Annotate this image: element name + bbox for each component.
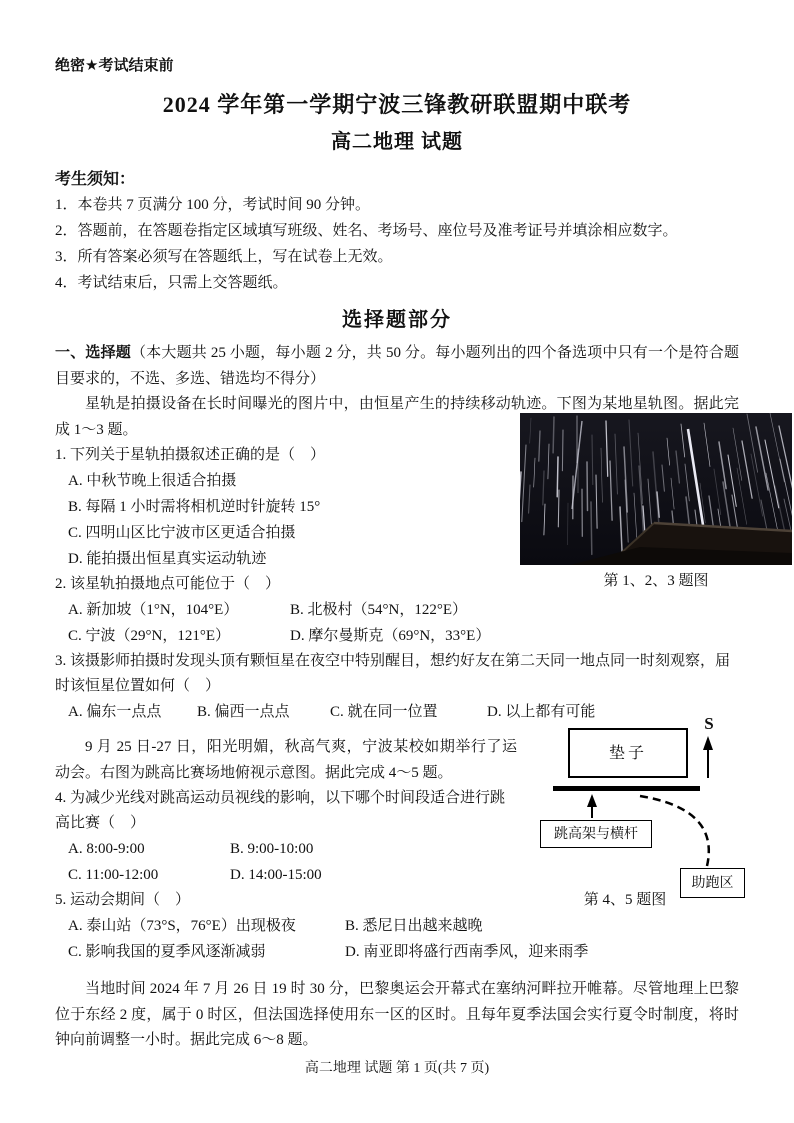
stand-pointer-head (587, 794, 597, 807)
q4-option-a: A. 8:00-9:00 (68, 841, 145, 857)
mat-box: 垫子 (568, 728, 688, 778)
runup-zone-box: 助跑区 (680, 868, 745, 898)
q5-options-row-2 (55, 939, 739, 965)
q5-option-c: C. 影响我国的夏季风逐渐减弱 (68, 944, 266, 960)
crossbar-line (553, 786, 700, 791)
figure-q1-3-caption: 第 1、2、3 题图 (603, 573, 709, 589)
q5-option-a: A. 泰山站（73°S，76°E）出现极夜 (68, 918, 296, 934)
q3-option-d: D. 以上都有可能 (487, 704, 596, 720)
q2-option-a: A. 新加坡（1°N，104°E） (68, 602, 239, 618)
notice-item-2: 2．答题前，在答题卷指定区域填写班级、姓名、考场号、座位号及准考证号并填涂相应数字。 (55, 223, 678, 239)
section-intro-label: 一、选择题 (55, 344, 131, 361)
passage-3: 当地时间 2024 年 7 月 26 日 19 时 30 分，巴黎奥运会开幕式在塞纳河畔拉开帷幕。尽管地理上巴黎位于东经 2 度，属于 0 时区，但法国选择使用东一区的区时。且每年夏季法国会实行夏令时制度，将时钟向前调整一小时。据此完成 6～8 题。 (55, 981, 739, 1048)
q2-option-c: C. 宁波（29°N，121°E） (68, 628, 230, 644)
q4-options-row-1 (55, 836, 530, 862)
q3-option-c: C. 就在同一位置 (330, 704, 438, 720)
notice-item-3: 3．所有答案必须写在答题纸上，写在试卷上无效。 (55, 249, 393, 265)
section-heading: 选择题部分 (342, 309, 452, 331)
security-label: 绝密★考试结束前 (55, 57, 174, 74)
notice-item-4: 4．考试结束后，只需上交答题纸。 (55, 275, 288, 291)
south-label: S (704, 714, 714, 733)
q1-stem: 1. 下列关于星轨拍摄叙述正确的是（ ） (55, 447, 326, 463)
q4-option-c: C. 11:00-12:00 (68, 867, 159, 883)
q2-options-row-1 (55, 597, 530, 623)
q1-option-d: D. 能拍摄出恒星真实运动轨迹 (68, 551, 267, 567)
q2-option-b: B. 北极村（54°N，122°E） (290, 602, 467, 618)
passage-2: 9 月 25 日-27 日，阳光明媚，秋高气爽，宁波某校如期举行了运动会。右图为跳高比赛场地俯视示意图。据此完成 4～5 题。 (55, 739, 517, 781)
notice-item-1: 1．本卷共 7 页满分 100 分，考试时间 90 分钟。 (55, 197, 371, 213)
q2-option-d: D. 摩尔曼斯克（69°N，33°E） (290, 628, 491, 644)
q4-stem: 4. 为减少光线对跳高运动员视线的影响，以下哪个时间段适合进行跳高比赛（ ） (55, 790, 506, 831)
star-trails-photo (520, 413, 792, 565)
stand-label-box: 跳高架与横杆 (540, 820, 652, 848)
passage-1: 星轨是拍摄设备在长时间曝光的图片中，由恒星产生的持续移动轨迹。下图为某地星轨图。据此完成 1～3 题。 (55, 396, 739, 438)
exam-title: 2024 学年第一学期宁波三锋教研联盟期中联考 (162, 92, 632, 117)
figure-q1-3 (520, 413, 792, 593)
q4-option-d: D. 14:00-15:00 (230, 867, 322, 883)
q1-option-b: B. 每隔 1 小时需将相机逆时针旋转 15° (68, 499, 321, 515)
exam-subtitle: 高二地理 试题 (331, 131, 463, 153)
page-footer: 高二地理 试题 第 1 页(共 7 页) (304, 1061, 490, 1076)
q1-option-a: A. 中秋节晚上很适合拍摄 (68, 473, 237, 489)
section-intro (55, 340, 739, 392)
q5-option-b: B. 悉尼日出越来越晚 (345, 918, 483, 934)
q3-option-a: A. 偏东一点点 (68, 704, 162, 720)
q2-stem: 2. 该星轨拍摄地点可能位于（ ） (55, 576, 281, 592)
q5-option-d: D. 南亚即将盛行西南季风，迎来雨季 (345, 944, 589, 960)
q5-options-row-1 (55, 913, 739, 939)
q2-options-row-2 (55, 623, 530, 649)
q4-option-b: B. 9:00-10:00 (230, 841, 314, 857)
q1-option-c: C. 四明山区比宁波市区更适合拍摄 (68, 525, 296, 541)
q4-options-row-2 (55, 862, 530, 888)
figure-q4-5-caption: 第 4、5 题图 (583, 892, 667, 908)
notice-heading: 考生须知： (55, 171, 136, 188)
q3-option-b: B. 偏西一点点 (197, 704, 290, 720)
direction-arrow-head (703, 736, 713, 750)
q3-stem: 3. 该摄影师拍摄时发现头顶有颗恒星在夜空中特别醒目，想约好友在第二天同一地点同一时刻观察，届时该恒星位置如何（ ） (55, 653, 731, 694)
section-intro-text: （本大题共 25 小题，每小题 2 分，共 50 分。每小题列出的四个备选项中只有一个是符合题目要求的，不选、多选、错选均不得分） (55, 345, 739, 387)
q5-stem: 5. 运动会期间（ ） (55, 892, 191, 908)
figure-q4-5 (535, 714, 794, 916)
